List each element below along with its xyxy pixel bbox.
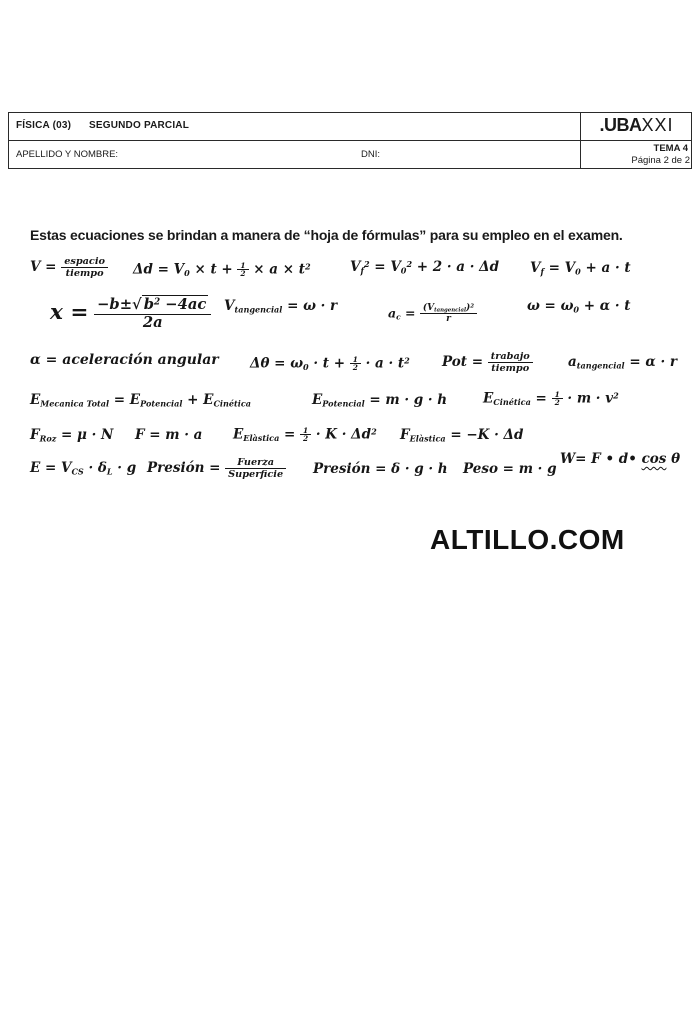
header-row-title <box>9 113 691 141</box>
tema-label: TEMA 4 <box>653 143 688 154</box>
formula-velocidad-media: V = espacio tiempo <box>30 256 108 279</box>
uba-xxi-logo <box>580 115 693 136</box>
formula-potencia: Pot = trabajo tiempo <box>442 351 533 374</box>
formula-energia-elastica: $E_{Elàstica}$ = $\frac{1}{2}$ · $K \cdot \Delta d^2$ <box>233 426 377 444</box>
formula-aceleracion-tangencial: $a_{tangencial} = \alpha \cdot r$ <box>568 354 677 371</box>
header-row-student <box>9 141 691 167</box>
formula-fuerza-rozamiento: $F_{Roz} = \mu \cdot N$ <box>30 427 114 444</box>
intro-sentence: Estas ecuaciones se brindan a manera de “hoja de fórmulas” para su empleo en el examen. <box>30 227 623 243</box>
formula-energia-mecanica-total: $E_{Mecanica Total} = E_{Potencial} + E_{Cinética}$ <box>30 392 252 409</box>
formula-aceleracion-centripeta: $a_c$ = $(V_{tangencial})^2$ r <box>388 303 477 325</box>
header-table <box>8 112 692 169</box>
formula-trabajo: W= F • d• cos θ <box>560 451 681 467</box>
name-label: APELLIDO Y NOMBRE: <box>16 149 119 160</box>
formula-presion-hidrostatica: Presión = δ · g · h <box>313 461 448 477</box>
formula-segunda-ley-newton: F = m · a <box>135 427 203 443</box>
logo-uba-text: .UBA <box>599 115 642 135</box>
formula-velocidad-final: $V_f = V_0 + a \cdot t$ <box>530 260 631 277</box>
formula-velocidad-tangencial: $V_{tangencial} = \omega \cdot r$ <box>224 298 338 315</box>
formula-posicion-mruv: $\Delta d = V_0 \times t$ + $\frac{1}{2}$ × $a \times t^2$ <box>133 261 311 279</box>
formula-empuje: $E = V_{CS} \cdot \delta_L \cdot g$ <box>30 460 137 477</box>
header-column-divider <box>580 113 581 168</box>
formula-formula-cuadratica: x = $\frac{-b\pm√ b^2 -4ac}{2a}$ <box>50 297 211 332</box>
formula-velocidad-final-cuadrado: $V_f^2 = V_0^2 + 2 \cdot a \cdot \Delta d$ <box>350 258 500 276</box>
formula-desplazamiento-angular: $\Delta\theta = \omega_0 \cdot t$ + $\frac{1}{2}$ · $a \cdot t^2$ <box>250 355 410 373</box>
altillo-watermark: ALTILLO.COM <box>430 524 625 555</box>
formula-presion-fuerza-superficie: Presión = Fuerza Superficie <box>147 457 286 480</box>
page-number: Página 2 de 2 <box>631 155 690 166</box>
formula-peso: Peso = m · g <box>463 461 557 477</box>
formula-velocidad-angular: $\omega = \omega_0 + \alpha \cdot t$ <box>527 298 631 315</box>
dni-label: DNI: <box>361 149 380 160</box>
formula-aceleracion-angular-def: α = aceleración angular <box>30 352 219 368</box>
formula-fuerza-elastica: $F_{Elàstica} = -K \cdot \Delta d$ <box>400 427 524 444</box>
formula-energia-potencial: $E_{Potencial} = m \cdot g \cdot h$ <box>312 392 448 409</box>
exam-title: SEGUNDO PARCIAL <box>89 120 190 131</box>
formula-energia-cinetica: $E_{Cinética}$ = $\frac{1}{2}$ · $m \cdot v^2$ <box>483 390 619 408</box>
logo-xxi-text: XXI <box>641 115 674 135</box>
course-code: FÍSICA (03) <box>16 120 72 131</box>
